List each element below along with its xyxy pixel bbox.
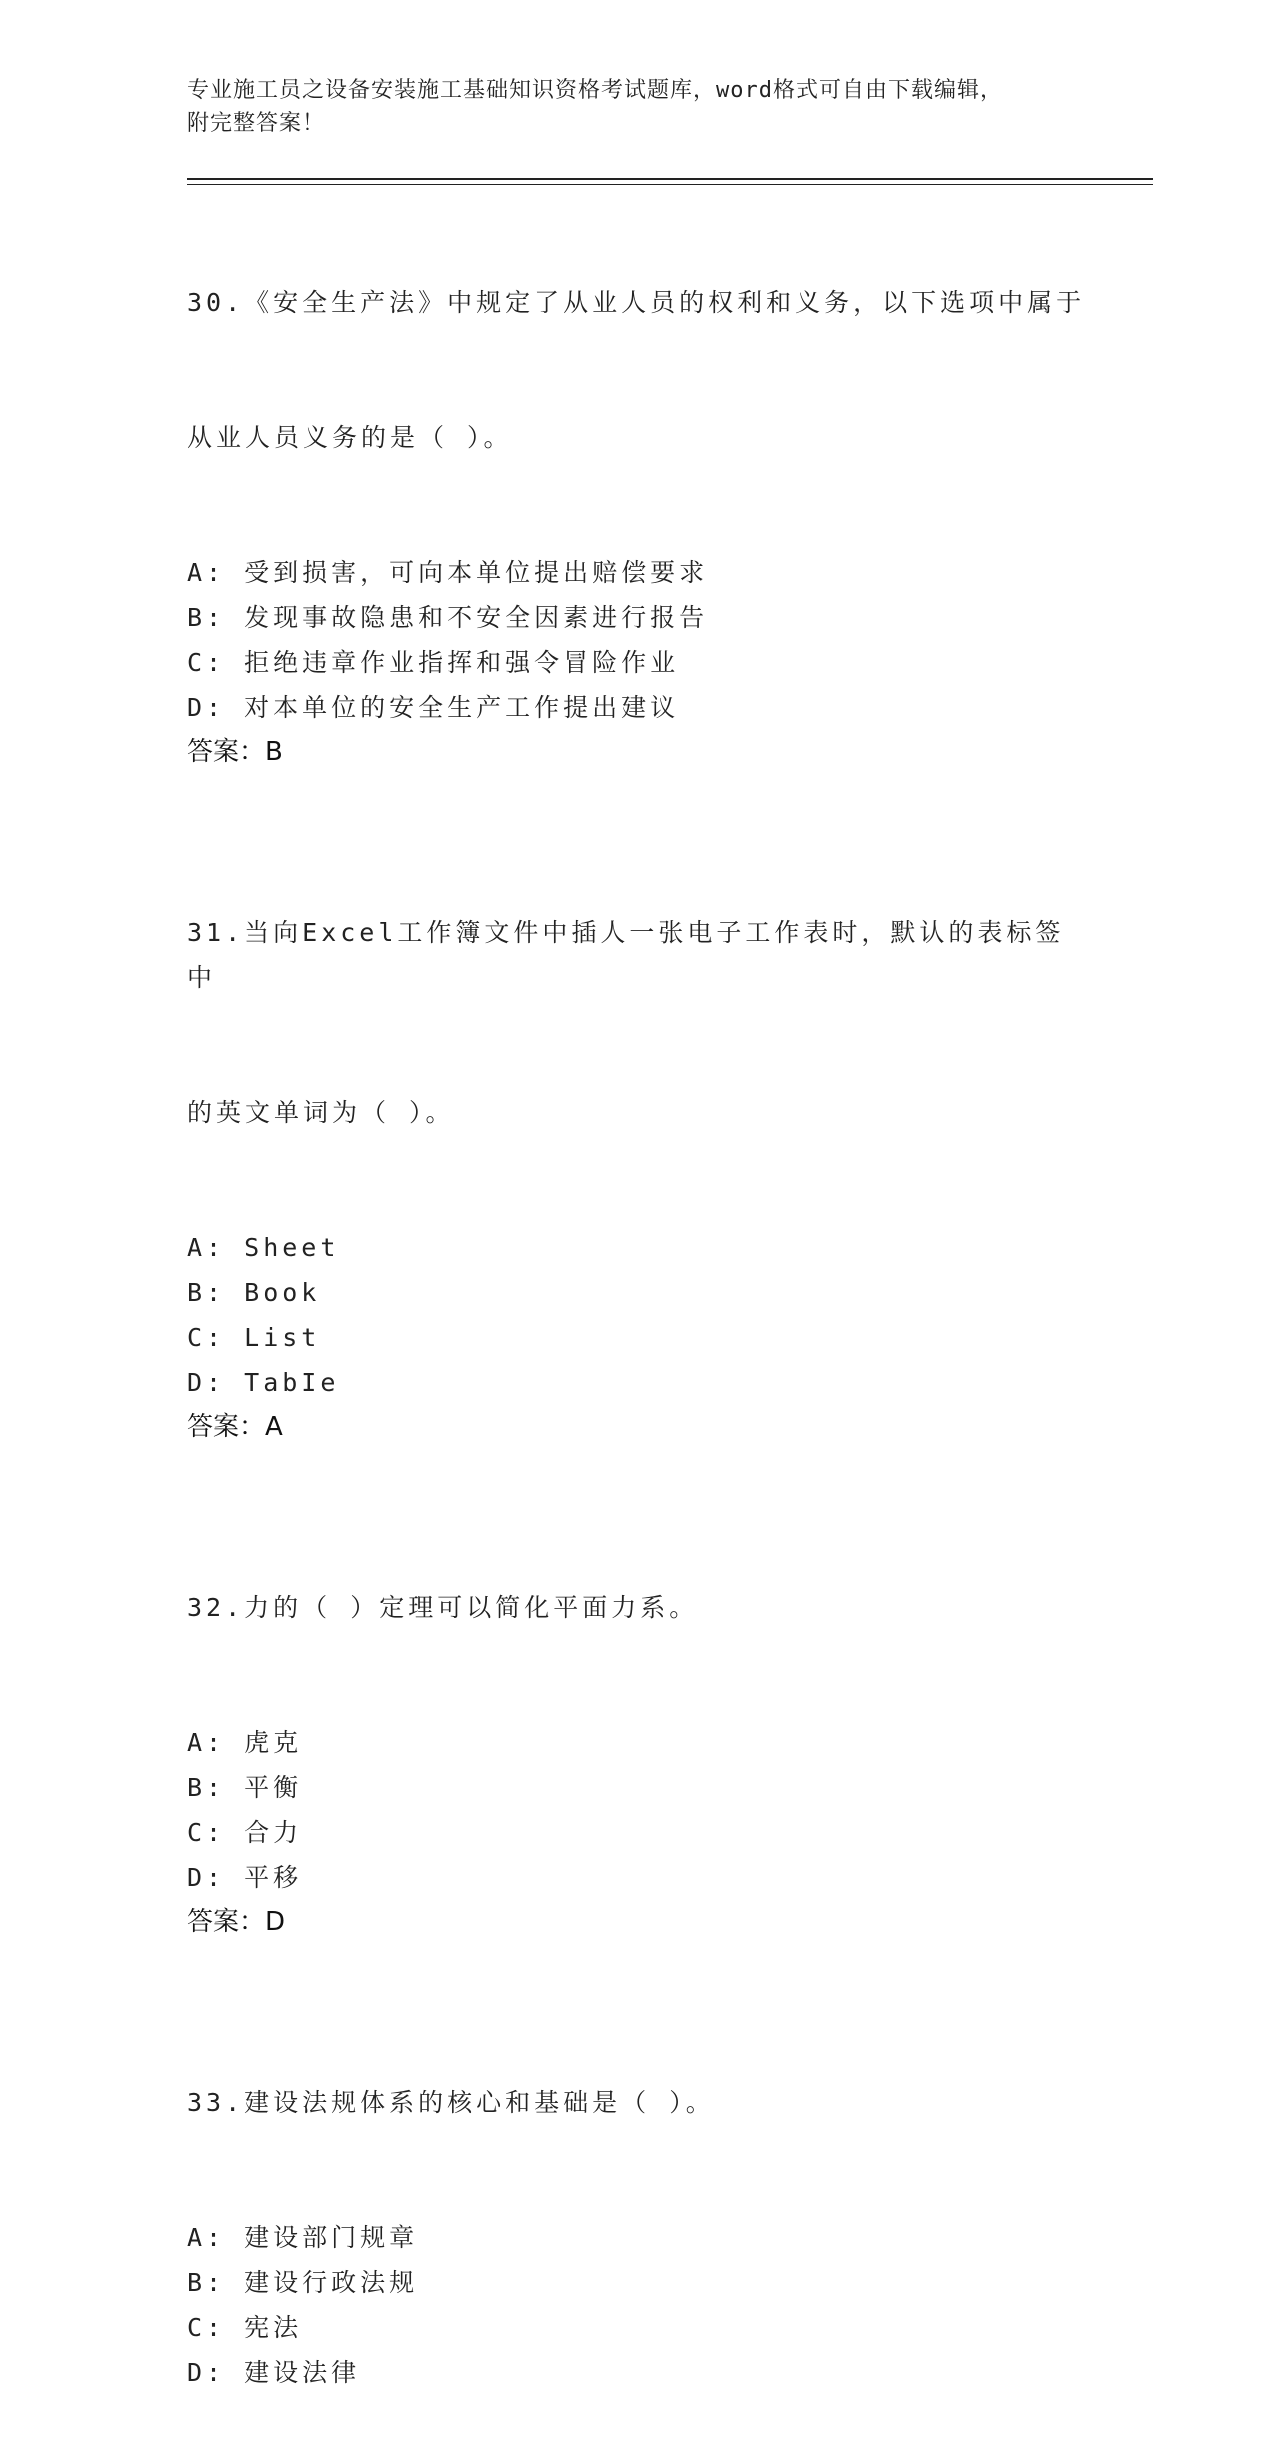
document-header [187,74,1107,140]
option-d: D: 建设法律 [187,2358,361,2387]
header-line-1: 专业施工员之设备安装施工基础知识资格考试题库，word格式可自由下载编辑， [187,78,1003,103]
question-stem-line: 31.当向Excel工作簿文件中插人一张电子工作表时，默认的表标签中 [187,918,1065,992]
answer-line [187,1405,1107,1450]
answer-line [187,730,1107,775]
option-b: B: 发现事故隐患和不安全因素进行报告 [187,603,709,632]
option-a: A: 虎克 [187,1728,303,1757]
option-a: A: 建设部门规章 [187,2223,419,2252]
option-a: A: Sheet [187,1233,340,1262]
option-c: C: 拒绝违章作业指挥和强令冒险作业 [187,648,680,677]
option-c: C: 宪法 [187,2313,303,2342]
option-d: D: 平移 [187,1863,303,1892]
question-stem [187,1495,1087,1720]
question-stem [187,1990,1087,2215]
question-stem-line: 从业人员义务的是（ ）。 [187,423,513,452]
option-c: C: List [187,1323,321,1352]
header-line-2: 附完整答案！ [187,111,326,136]
question-stem-line: 32.力的（ ）定理可以简化平面力系。 [187,1593,699,1622]
answer-label: 答案： [187,1412,266,1442]
option-c: C: 合力 [187,1818,303,1847]
question-32 [187,1495,1107,1945]
option-b: B: 建设行政法规 [187,2268,419,2297]
question-stem [187,190,1087,550]
answer-value: D [265,1907,286,1937]
question-33 [187,1990,1107,2395]
question-stem-line: 的英文单词为（ ）。 [187,1098,455,1127]
option-a: A: 受到损害，可向本单位提出赔偿要求 [187,558,709,587]
option-d: D: TabIe [187,1368,340,1397]
header-divider-thin [187,184,1153,185]
answer-line [187,1900,1107,1945]
answer-value: A [265,1412,283,1442]
option-b: B: Book [187,1278,321,1307]
answer-label: 答案： [187,737,266,767]
answer-label: 答案： [187,1907,266,1937]
question-stem-line: 30.《安全生产法》中规定了从业人员的权利和义务，以下选项中属于 [187,288,1086,317]
question-31 [187,820,1107,1450]
answer-value: B [265,737,283,767]
option-b: B: 平衡 [187,1773,303,1802]
question-30 [187,190,1107,775]
question-stem-line: 33.建设法规体系的核心和基础是（ ）。 [187,2088,715,2117]
header-divider-thick [187,178,1153,180]
option-d: D: 对本单位的安全生产工作提出建议 [187,693,680,722]
question-list [187,190,1107,2440]
question-stem [187,820,1087,1225]
